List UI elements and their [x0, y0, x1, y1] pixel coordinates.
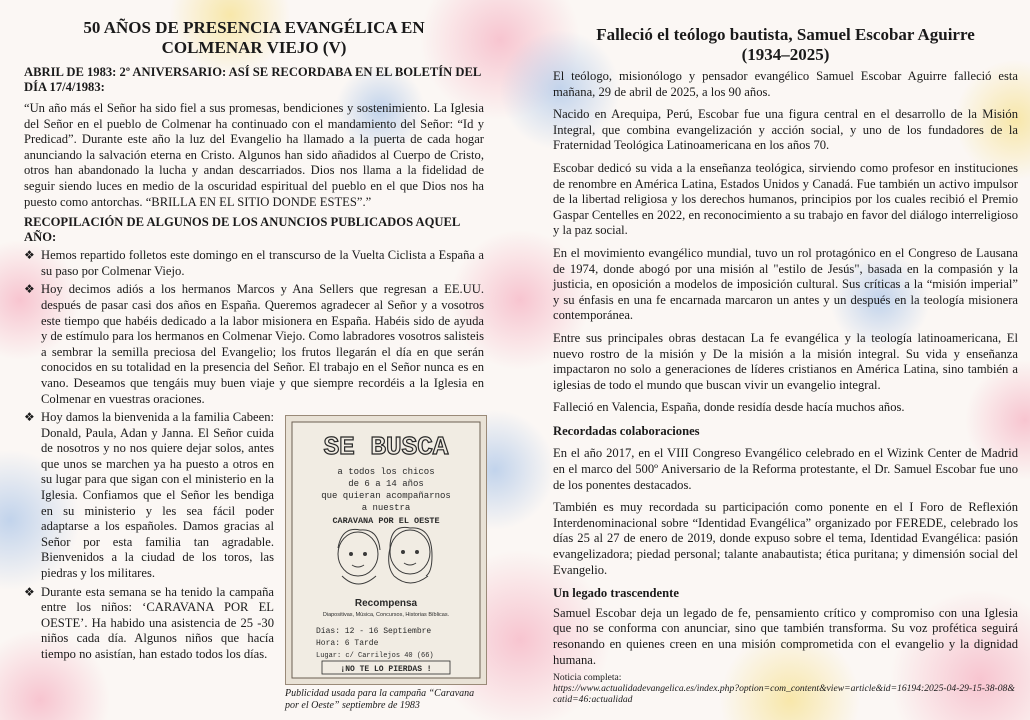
article-paragraph: Nacido en Arequipa, Perú, Escobar fue una figura central en el desarrollo de la Misión Integral, que combina evangelización y acción social, y uno de los fundadores de la Fraternidad Teológica Latinoamericana en los años 70. — [553, 107, 1018, 153]
poster-footer: ¡NO TE LO PIERDAS ! — [340, 665, 432, 674]
list-item-text: Hemos repartido folletos este domingo en el transcurso de la Vuelta Ciclista a España a su paso por Colmenar Viejo. — [41, 248, 484, 278]
article-paragraph: También es muy recordada su participación como ponente en el I Foro de Reflexión Interdenominacional sobre “Identidad Evangélica” organizado por FEREDE, celebrado los días 25 al 27 de enero de 2019, donde expuso sobre el tema, Identidad Evangélica: pasión evangelizadora; piedad personal; talante anabautista; ética puritana; y dimensión social del Evangelio. — [553, 500, 1018, 577]
list-item-text: Hoy damos la bienvenida a la familia Cabeen: Donald, Paula, Adan y Janna. El Señor cuida de nosotros y no nos quiere dejar solos, antes que unos se marchen ya ha puesto a otros en su lugar para que sigan con el ministerio en la Iglesia. Confiamos que el Señor les bendiga en su ministerio y les sea fácil poder adaptarse a los españoles. Damos gracias al Señor por esta familia tan agradable. Bienvenidos a la ciudad de los toros, las piedras y los militares. — [41, 410, 274, 581]
poster-reward: Recompensa — [354, 598, 418, 609]
article-paragraph: El teólogo, misionólogo y pensador evangélico Samuel Escobar Aguirre falleció esta mañana, 29 de abril de 2025, a los 90 años. — [553, 69, 1018, 99]
left-article — [24, 0, 484, 663]
source-label: Noticia completa: — [553, 672, 622, 684]
right-article-title — [553, 25, 1018, 65]
list-item-text: Durante esta semana se ha tenido la campaña entre los niños: ‘CARAVANA POR EL OESTE’. Ha habido una asistencia de 25 -30 niños cada día. Algunos niños que hacía tiempo no asistían, han estado todos los días. — [41, 584, 274, 661]
source-note — [553, 672, 1018, 705]
article-paragraph: Samuel Escobar deja un legado de fe, pensamiento crítico y compromiso con una Iglesia que no se conforma con anunciar, sino que también transforma. Su voz profética seguirá resonando en quienes creen en una misión comprometida con el evangelio y la dignidad humana. — [553, 605, 1018, 667]
legado-heading: Un legado trascendente — [553, 586, 679, 601]
poster-caption: Publicidad usada para la campaña “Caravana por el Oeste” septiembre de 1983 — [285, 688, 475, 711]
poster-dias: Días: 12 - 16 Septiembre — [316, 627, 432, 636]
recopilacion-heading: RECOPILACIÓN DE ALGUNOS DE LOS ANUNCIOS PUBLICADOS AQUEL AÑO: — [24, 215, 460, 245]
poster-line: que quieran acompañarnos — [321, 491, 451, 501]
diamond-bullet-icon: ❖ — [24, 584, 35, 599]
list-item — [24, 585, 274, 663]
left-article-title: 50 AÑOS DE PRESENCIA EVANGÉLICA EN COLMENAR VIEJO (V) — [83, 18, 425, 57]
list-item — [24, 248, 484, 279]
article-paragraph: En el movimiento evangélico mundial, tuvo un rol protagónico en el Congreso de Lausana de 1974, donde abogó por una misión al "estilo de Jesús", basada en la compasión y la justicia, en oposición a modelos de imposición cultural. Sus críticas a la “misión imperial” y su énfasis en una fe encarnada marcaron un antes y un después en la teología misionera contemporánea. — [553, 245, 1018, 323]
poster-hora: Hora: 6 Tarde — [316, 639, 379, 648]
poster-activities: Diapositivas, Música, Concursos, Historias Bíblicas. — [322, 612, 450, 618]
article-paragraph: Entre sus principales obras destacan La fe evangélica y la teología latinoamericana, El nuevo rostro de la misión y De la misión a la misión integral. Su vida y enseñanza impactaron no solo a generaciones de líderes cristianos en América Latina, sino también a iglesias de todo el mundo que buscan vivir un evangelio integral. — [553, 330, 1018, 392]
poster-line: a todos los chicos — [337, 467, 435, 477]
poster-line: a nuestra — [361, 503, 411, 513]
list-item — [24, 410, 274, 582]
diamond-bullet-icon: ❖ — [24, 282, 35, 297]
poster-headline: SE BUSCA — [323, 432, 449, 462]
boletin-quote: “Un año más el Señor ha sido fiel a sus promesas, bendiciones y sostenimiento. La Iglesia del Señor en el pueblo de Colmenar ha continuado con el mandamiento del Señor: “Id y Predicad”. Durante este año la luz del Evangelio ha llamado a la puerta de cada hogar anunciando la salvación eterna en Cristo. Algunos han sido añadidos al Cuerpo de Cristo, otros han abandonado la lucha y andan descarriados. Dios nos llama a la fidelidad de seguir siendo luces en medio de la oscuridad espiritual del pueblo en el que Dios nos ha puesto como antorchas. “BRILLA EN EL SITIO DONDE ESTES”.” — [24, 101, 484, 209]
colaboraciones-heading: Recordadas colaboraciones — [553, 423, 700, 438]
poster-line: CARAVANA POR EL OESTE — [332, 516, 440, 526]
list-item — [24, 282, 484, 407]
diamond-bullet-icon: ❖ — [24, 410, 35, 425]
source-link[interactable]: https://www.actualidadevangelica.es/index.php?option=com_content&view=article&id=16194:2025-04-29-15-38-08&catid=46:actualidad — [553, 683, 1015, 706]
diamond-bullet-icon: ❖ — [24, 248, 35, 263]
article-paragraph: Escobar dedicó su vida a la enseñanza teológica, sirviendo como profesor en instituciones de renombre en América Latina, Estados Unidos y Canadá. Fue también un activo impulsor de la libertad religiosa y los derechos humanos, principios por los cuales recibió el Premio Gaspar Centelles en 2022, en reconocimiento a su trabajo en favor del diálogo interreligioso y la paz social. — [553, 160, 1018, 238]
right-title-line1: Falleció el teólogo bautista, Samuel Escobar Aguirre — [596, 25, 975, 44]
article-paragraph: Falleció en Valencia, España, donde residía desde hacía muchos años. — [553, 400, 905, 415]
poster-lugar: Lugar: c/ Carrilejos 40 (66) — [316, 652, 434, 660]
anuncios-list — [24, 248, 484, 662]
right-title-line2: (1934–2025) — [741, 45, 830, 64]
article-paragraph: En el año 2017, en el VIII Congreso Evangélico celebrado en el Wizink Center de Madrid en el marco del 500º Aniversario de la Reforma protestante, el Dr. Samuel Escobar fue uno de los ponentes destacados. — [553, 446, 1018, 492]
poster-line: de 6 a 14 años — [348, 479, 424, 489]
left-article-subtitle: ABRIL DE 1983: 2º ANIVERSARIO: ASÍ SE RECORDABA EN EL BOLETÍN DEL DÍA 17/4/1983: — [24, 65, 481, 94]
list-item-text: Hoy decimos adiós a los hermanos Marcos y Ana Sellers que regresan a EE.UU. después de pasar casi dos años en España. Queremos agradecer al Señor y a vosotros este tiempo que habéis dedicado a la labor misionera en España. Habéis sido de ayuda y de estímulo para los hermanos en Colmenar Viejo. Como labradores vosotros salisteis a sembrar la semilla preciosa del Evangelio; los frutos llegarán el día en que serán conocidos en su totalidad en la presencia del Señor. El trabajo en el Señor nunca es en vano. Deseamos que tengáis muy buen viaje y que siempre recordéis a la Iglesia en Colmenar en vuestras oraciones. — [41, 282, 484, 406]
right-article — [553, 0, 1018, 705]
